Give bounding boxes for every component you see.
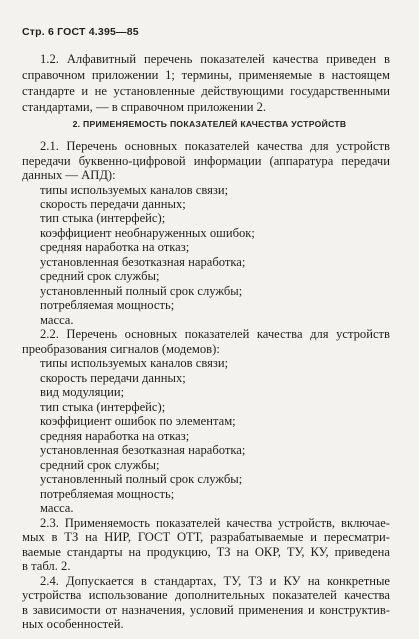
list-2-1-item: коэффициент необнаруженных ошибок;: [40, 225, 255, 240]
list-2-2-item: потребляемая мощность;: [40, 486, 175, 501]
list-2-1-item: установленный полный срок службы;: [40, 283, 243, 298]
list-2-1-item: масса.: [40, 312, 74, 327]
list-2-2-item: вид модуляции;: [40, 385, 125, 400]
list-2-1-item: установленная безотказная наработка;: [40, 254, 246, 269]
para-2-4-line-2: устройства использование дополнительных показателей качества: [22, 588, 390, 602]
list-2-1-item: тип стыка (интерфейс);: [40, 211, 166, 226]
list-2-2-item: установленная безотказная наработка;: [40, 443, 246, 458]
para-2-2-line-1: 2.2. Перечень основных показателей качества для устройств: [40, 327, 390, 342]
para-2-3-line-1: 2.3. Применяемость показателей качества устройств, включае-: [40, 515, 390, 530]
list-2-2-item: масса.: [40, 501, 74, 516]
para-2-4-line-4: ных особенностей.: [22, 617, 124, 631]
para-1-2-line-3: стандарте и не установленные действующими государственными: [22, 84, 390, 98]
section-heading: 2. ПРИМЕНЯЕМОСТЬ ПОКАЗАТЕЛЕЙ КАЧЕСТВА УСТРОЙСТВ: [72, 119, 347, 129]
list-2-2-item: скорость передачи данных;: [40, 370, 186, 385]
list-2-2-item: средний срок службы;: [40, 457, 160, 472]
para-2-2-line-2: преобразования сигналов (модемов):: [22, 341, 220, 356]
list-2-1-item: типы используемых каналов связи;: [40, 182, 229, 197]
para-1-2-line-1: 1.2. Алфавитный перечень показателей качества приведен в: [40, 52, 390, 66]
list-2-2-item: коэффициент ошибок по элементам;: [40, 414, 236, 429]
list-2-1-item: средняя наработка на отказ;: [40, 240, 190, 255]
para-1-2-line-4: стандартами, — в справочном приложении 2.: [22, 100, 267, 114]
page-header: Стр. 6 ГОСТ 4.395—85: [22, 26, 139, 38]
para-2-1-line-1: 2.1. Перечень основных показателей качества для устройств: [40, 139, 390, 153]
para-2-4-line-1: 2.4. Допускается в стандартах, ТУ, ТЗ и КУ на конкретные: [40, 573, 390, 588]
para-2-3-line-3: ваемые стандарты на продукцию, ТЗ на ОКР, ТУ, КУ, приведена: [22, 544, 390, 559]
list-2-2-item: установленный полный срок службы;: [40, 472, 243, 487]
list-2-2-item: типы используемых каналов связи;: [40, 356, 229, 371]
para-2-3-line-2: мых в ТЗ на НИР, ГОСТ ОТТ, разрабатываемые и пересматри-: [22, 530, 390, 545]
list-2-2-item: средняя наработка на отказ;: [40, 428, 190, 443]
list-2-1-item: потребляемая мощность;: [40, 298, 175, 313]
para-2-4-line-3: в зависимости от назначения, условий применения и конструктив-: [22, 602, 390, 617]
para-2-1-line-2: передачи буквенно-цифровой информации (аппаратура передачи: [22, 153, 390, 168]
list-2-1-item: скорость передачи данных;: [40, 196, 186, 211]
para-2-3-line-4: в табл. 2.: [22, 559, 71, 574]
list-2-1-item: средний срок службы;: [40, 269, 160, 284]
para-1-2-line-2: справочном приложении 1; термины, применяемые в настоящем: [22, 68, 390, 82]
para-2-1-line-3: данных — АПД):: [22, 168, 116, 182]
list-2-2-item: тип стыка (интерфейс);: [40, 399, 166, 414]
